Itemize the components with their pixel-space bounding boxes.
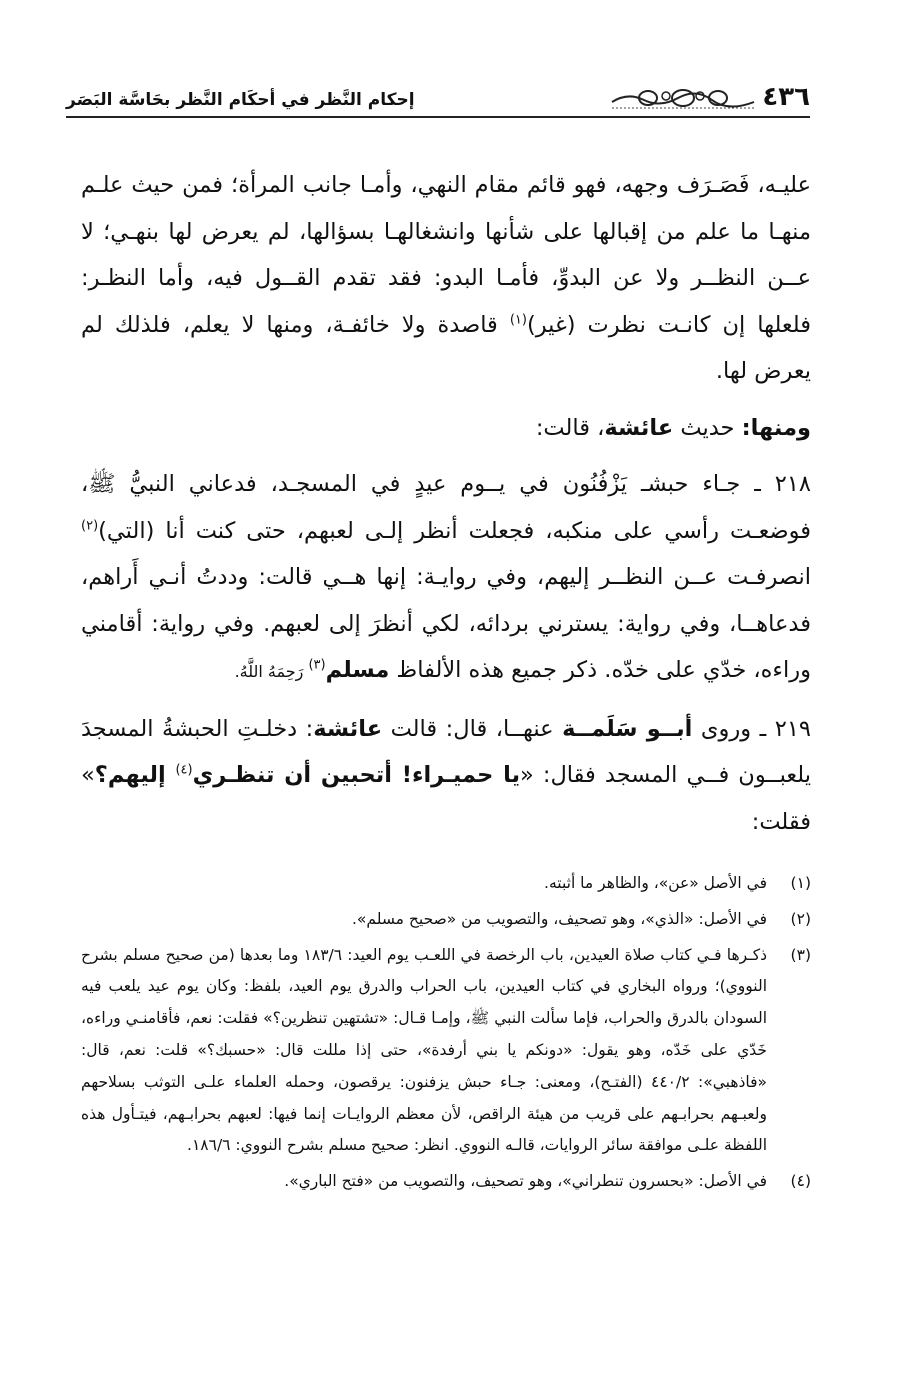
footnote-ref-1[interactable]: (١): [509, 312, 527, 327]
footnote-text: في الأصل: «الذي»، وهو تصحيف، والتصويب من «صحيح مسلم».: [351, 909, 767, 928]
hadith-218: ٢١٨ ـ جـاء حبشـ يَزْفُنُون في يــوم عيدٍ في المسجـد، فدعاني النبيُّ ﷺ، فوضعـت رأسي على منكبه، فجعلت أنظر إلـى لعبهم، حتى كنت أنا (التي)$^{(٢)}$ انصرفـت عــن النظــر إليهم، وفي روايـة: إنها هــي قالت: وددتُ أنـي أَراهم، فدعاهــا، وفي رواية: يسترني بردائه، لكي أنظرَ إلى لعبهم. وفي رواية: أقامني وراءه، خدّي على خدّه. ذكر جميع هذه الألفاظ مسلم$^{(٣)}$ رَحِمَهُ اللَّهُ.: [81, 471, 811, 683]
paragraph-1: عليـه، فَصَـرَف وجهه، فهو قائم مقام النهي، وأمـا جانب المرأة؛ فمن حيث علـم منهـا ما علم من إقبالها على شأنها وانشغالهـا بسؤالها، لم يعرض لها بنهـي؛ لا عــن النظــر ولا عن البدوِّ، فأمـا البدو: فقد تقدم القــول فيه، وأما النظـر: فلعلها إن كانـت نظرت (غير)$^{(١)}$ قاصدة ولا خائفـة، ومنها لا يعلم، فلذلك لم يعرض لها.: [81, 172, 811, 384]
footnote-text: ذكـرها فـي كتاب صلاة العيدين، باب الرخصة في اللعـب يوم العيد: ١٨٣/٦ وما بعدها (من صحيح مسلم بشرح النووي)؛ ورواه البخاري في كتاب العيدين، باب الحراب والدرق يوم العيد، بلفظ: وكان يوم عيد يلعب فيه السودان بالدرق والحراب، فإما سألت النبي ﷺ، وإمـا قـال: «تشتهين تنظرين؟» فقلت: نعم، فأقامنـي وراءه، خَدّي على خَدّه، وهو يقول: «دونكم يا بني أرفدة»، حتى إذا مللت قال: «حسبك؟» قلت: نعم، قال: «فاذهبي»: ٤٤٠/٢ (الفتـح)، ومعنى: جـاء حبش يزفنون: يرقصون، وحمله العلماء علـى التوثب بسلاحهم ولعبـهم بحرابـهم على قريب من هيئة الراقص، لأن معظم الروايـات إنما فيها: لعبهم بحرابـهم، فيتـأول هذه اللفظة علـى موافقة سائر الروايات، قالـه النووي. انظر: صحيح مسلم بشرح النووي: ١٨٦/٦.: [81, 945, 768, 1155]
running-title: إحكام النَّظر في أحكَام النَّظر بحَاسَّة البَصَر: [66, 90, 415, 110]
footnote-number: (١): [790, 874, 811, 892]
section-heading: ومنها: حديث عائشة، قالت:: [535, 414, 811, 441]
footnote-item: [81, 1166, 811, 1198]
hadith-219: ٢١٩ ـ وروى أبــو سَلَمــة عنهــا، قال: قالت عائشة: دخلـتِ الحبشةُ المسجدَ يلعبــون فــي المسجد فقال: «يا حميـراء! أتحبين أن تنظـري$^{(٤)}$ إليهم؟» فقلت:: [81, 715, 811, 835]
footnote-item: [81, 940, 811, 1163]
footnote-text: في الأصل «عن»، والظاهر ما أثبته.: [544, 874, 767, 892]
footnote-ref-2[interactable]: (٢): [81, 518, 99, 533]
decorative-ornament-icon: [608, 86, 758, 112]
main-text: [81, 162, 811, 845]
footnote-item: [81, 868, 811, 900]
footnotes: [81, 868, 811, 1202]
footnote-item: [81, 904, 811, 936]
page-number: ٤٣٦: [762, 82, 810, 112]
footnote-text: في الأصل: «بحسرون تنطراني»، وهو تصحيف، والتصويب من «فتح الباري».: [284, 1172, 767, 1191]
page-header: [66, 82, 810, 118]
footnote-number: (٢): [790, 909, 811, 928]
footnote-ref-4[interactable]: (٤): [175, 762, 193, 778]
footnote-ref-3[interactable]: (٣): [308, 657, 326, 673]
footnote-number: (٣): [790, 945, 811, 964]
footnote-number: (٤): [790, 1172, 811, 1191]
